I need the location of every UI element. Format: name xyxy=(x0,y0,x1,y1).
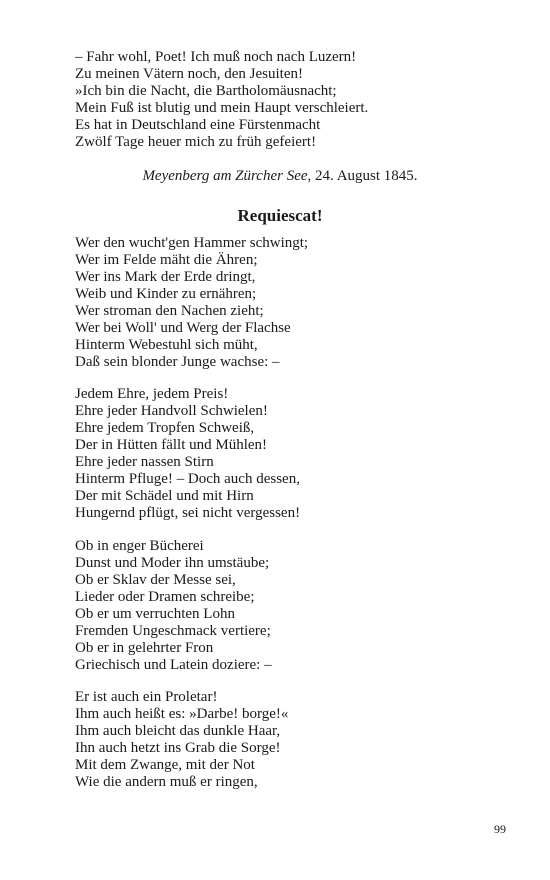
poem-title: Requiescat! xyxy=(237,206,323,225)
verse-line: Ehre jeder nassen Stirn xyxy=(75,454,214,470)
stanza-1 xyxy=(75,235,495,371)
verse-line: Dunst und Moder ihn umstäube; xyxy=(75,555,270,571)
verse-line: Hungernd pflügt, sei nicht vergessen! xyxy=(75,505,301,521)
verse-line: Zwölf Tage heuer mich zu früh gefeiert! xyxy=(75,134,317,150)
verse-line: Ihm auch bleicht das dunkle Haar, xyxy=(75,723,281,739)
verse-line: Mit dem Zwange, mit der Not xyxy=(75,757,255,773)
verse-line: Ob er in gelehrter Fron xyxy=(75,640,214,656)
verse-line: Zu meinen Vätern noch, den Jesuiten! xyxy=(75,66,303,82)
verse-line: Hinterm Pfluge! – Doch auch dessen, xyxy=(75,471,300,487)
dateline-date: , 24. August 1845. xyxy=(307,168,418,184)
verse-line: Ihm auch heißt es: »Darbe! borge!« xyxy=(75,706,289,722)
stanza-4 xyxy=(75,689,495,791)
page-number: 99 xyxy=(494,822,506,836)
verse-line: Ehre jeder Handvoll Schwielen! xyxy=(75,403,268,419)
previous-poem-ending xyxy=(75,49,495,151)
verse-line: Wer ins Mark der Erde dringt, xyxy=(75,269,256,285)
stanza-3 xyxy=(75,538,495,674)
verse-line: Der mit Schädel und mit Hirn xyxy=(75,488,254,504)
verse-line: Ob in enger Bücherei xyxy=(75,538,204,554)
verse-line: Er ist auch ein Proletar! xyxy=(75,689,218,705)
verse-line: Hinterm Webestuhl sich müht, xyxy=(75,337,258,353)
dateline xyxy=(0,168,550,185)
verse-line: Ihn auch hetzt ins Grab die Sorge! xyxy=(75,740,281,756)
stanza-2 xyxy=(75,386,495,522)
verse-line: »Ich bin die Nacht, die Bartholomäusnacht; xyxy=(75,83,337,99)
verse-line: Wer im Felde mäht die Ähren; xyxy=(75,252,258,268)
verse-line: Fremden Ungeschmack vertiere; xyxy=(75,623,271,639)
verse-line: Ob er Sklav der Messe sei, xyxy=(75,572,236,588)
verse-line: Mein Fuß ist blutig und mein Haupt verschleiert. xyxy=(75,100,369,116)
verse-line: Ob er um verruchten Lohn xyxy=(75,606,235,622)
verse-line: Es hat in Deutschland eine Fürstenmacht xyxy=(75,117,321,133)
verse-line: Ehre jedem Tropfen Schweiß, xyxy=(75,420,255,436)
verse-line: – Fahr wohl, Poet! Ich muß noch nach Luzern! xyxy=(75,49,357,65)
verse-line: Griechisch und Latein doziere: – xyxy=(75,657,272,673)
verse-line: Daß sein blonder Junge wachse: – xyxy=(75,354,280,370)
verse-line: Der in Hütten fällt und Mühlen! xyxy=(75,437,268,453)
verse-line: Wer bei Woll' und Werg der Flachse xyxy=(75,320,291,336)
verse-line: Weib und Kinder zu ernähren; xyxy=(75,286,257,302)
verse-line: Jedem Ehre, jedem Preis! xyxy=(75,386,229,402)
verse-line: Wer den wucht'gen Hammer schwingt; xyxy=(75,235,309,251)
dateline-place: Meyenberg am Zürcher See xyxy=(142,168,308,184)
verse-line: Wer stroman den Nachen zieht; xyxy=(75,303,264,319)
verse-line: Lieder oder Dramen schreibe; xyxy=(75,589,255,605)
verse-line: Wie die andern muß er ringen, xyxy=(75,774,258,790)
